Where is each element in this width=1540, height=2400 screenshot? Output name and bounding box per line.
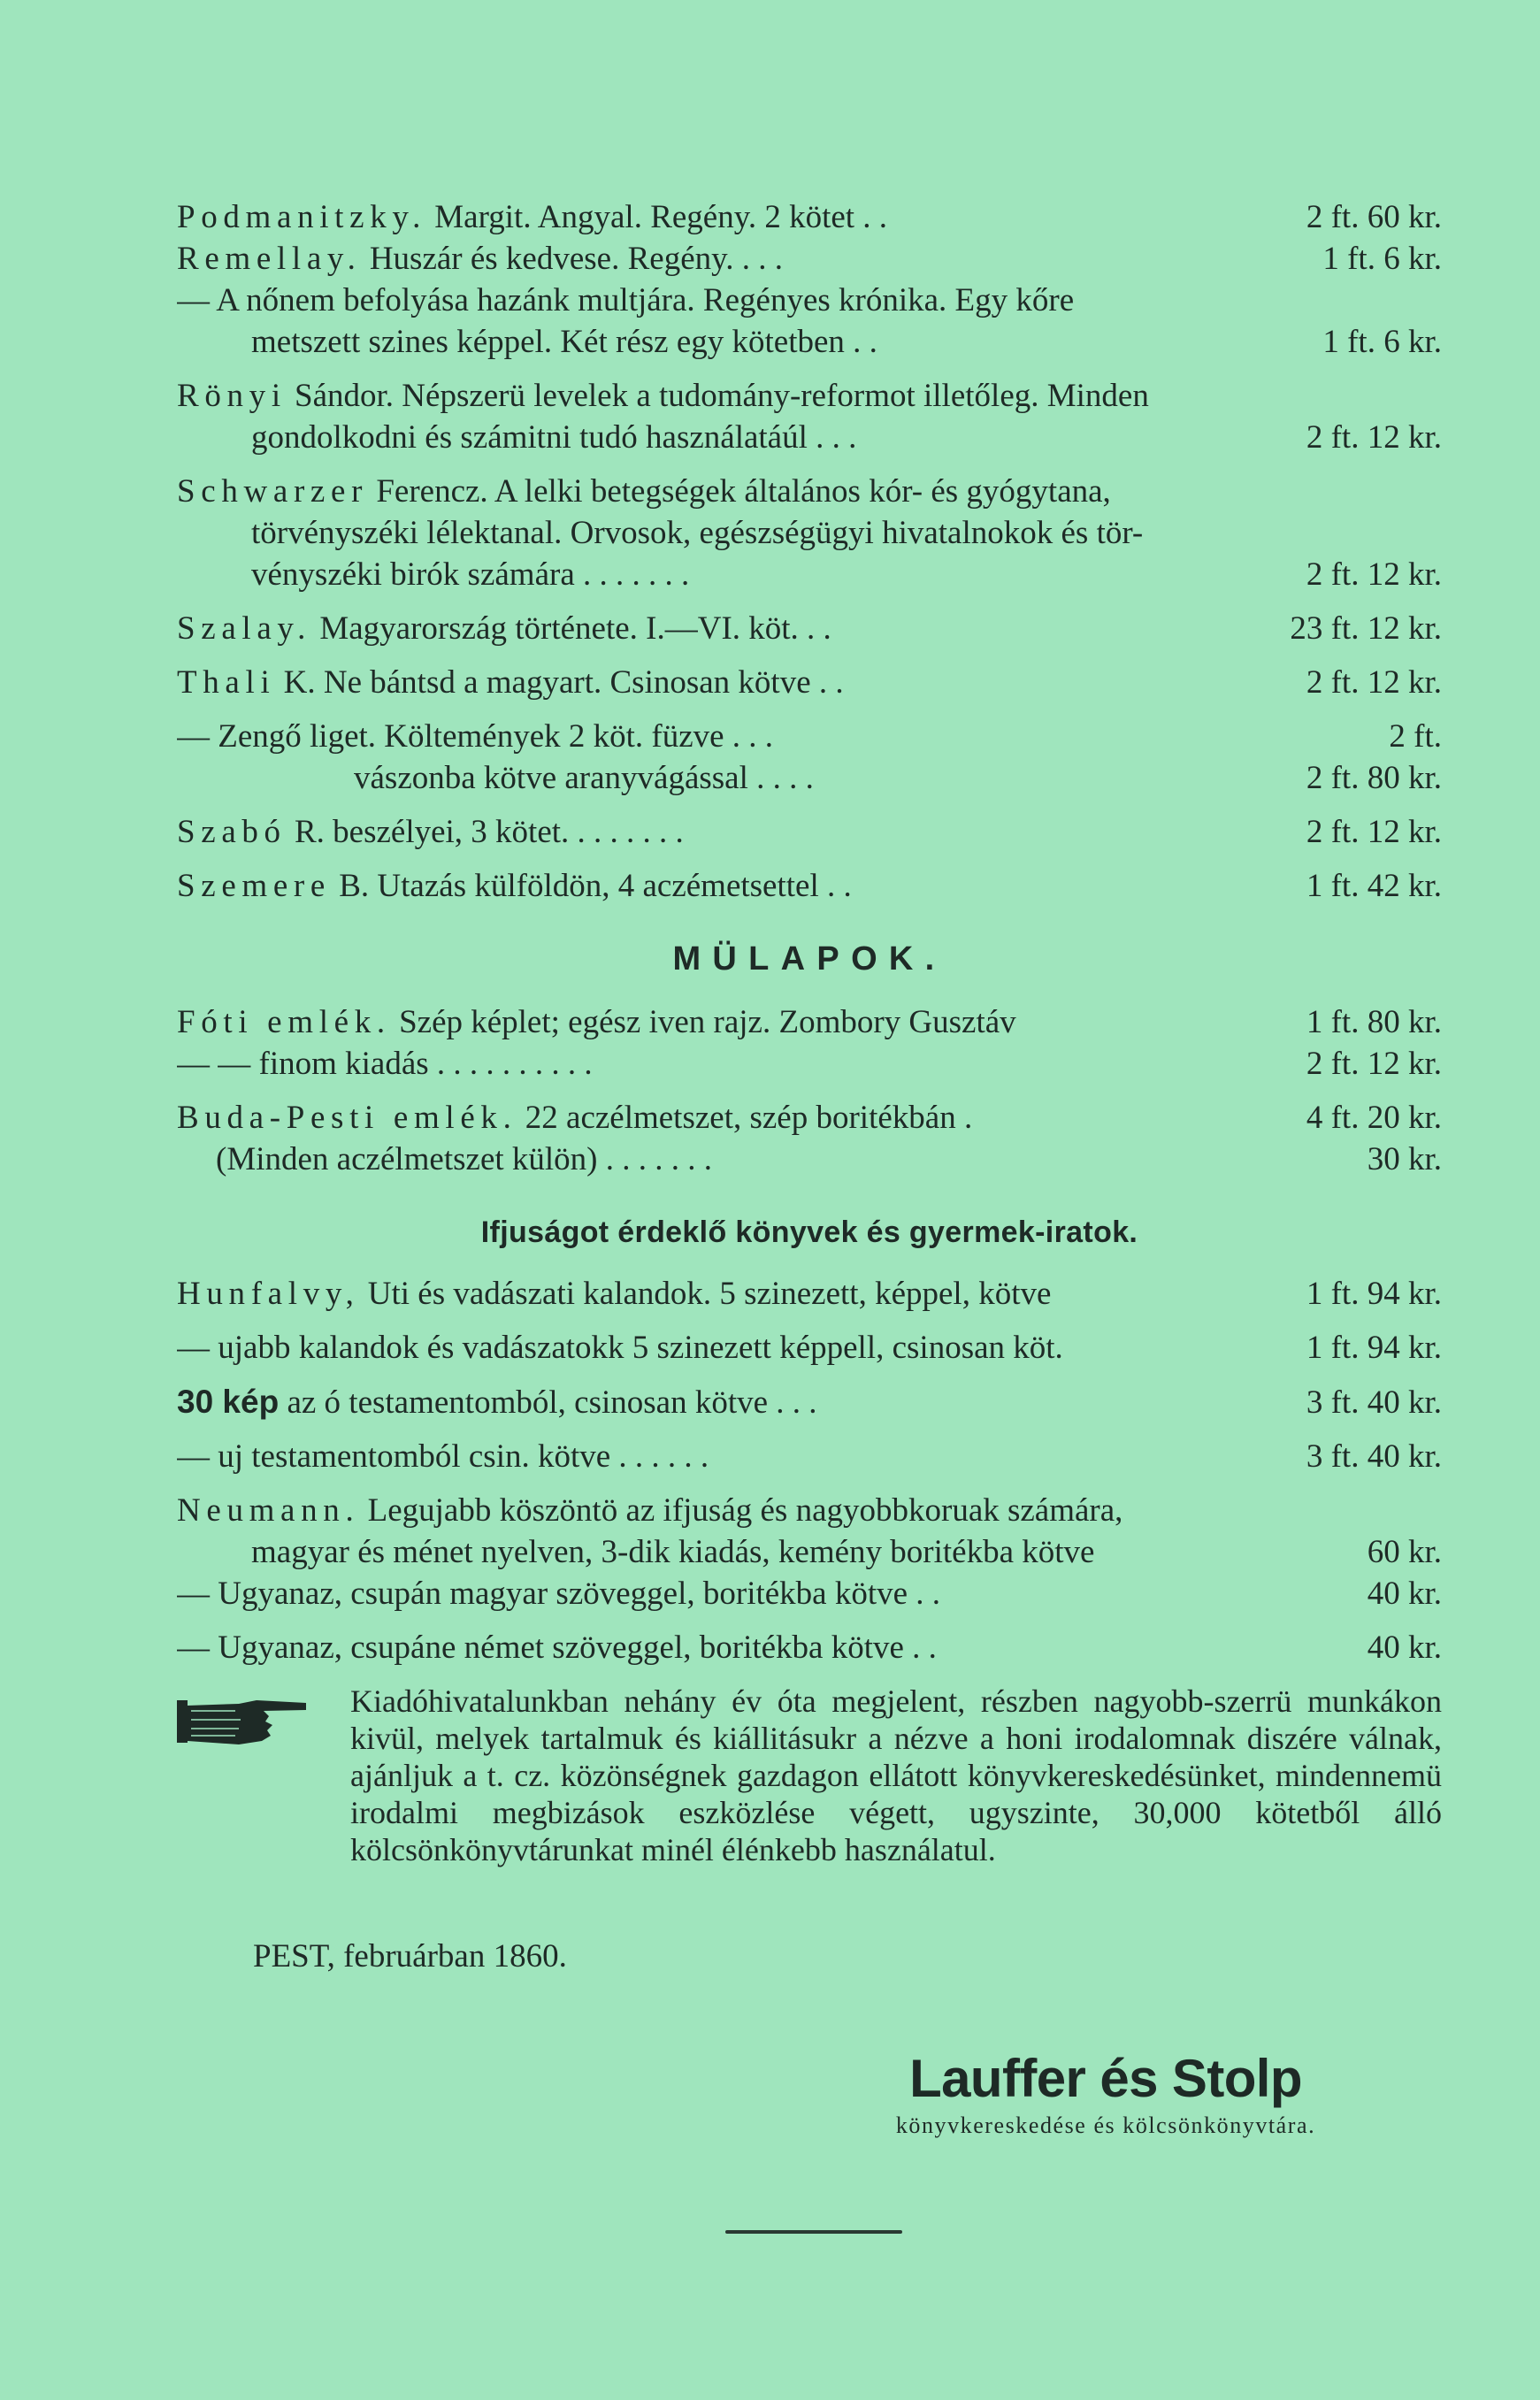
catalog-entry bbox=[177, 865, 1442, 907]
catalog-entry bbox=[177, 757, 1442, 799]
entry-price: 40 kr. bbox=[1367, 1629, 1442, 1666]
catalog-entry bbox=[177, 280, 1442, 321]
entry-author: Hunfalvy, bbox=[177, 1276, 360, 1312]
catalog-entry-continuation bbox=[177, 417, 1442, 458]
entry-dash: — bbox=[177, 1438, 210, 1475]
section-heading-mulapok: MÜLAPOK. bbox=[672, 940, 946, 978]
entry-price: 40 kr. bbox=[1367, 1576, 1442, 1612]
entry-title: vászonba kötve aranyvágással . . . . bbox=[354, 760, 814, 796]
entry-title: törvényszéki lélektanal. Orvosok, egészségügyi hivatalnokok és tör- bbox=[251, 515, 1144, 551]
entry-title: Ugyanaz, csupáne német szöveggel, boritékba kötve . . bbox=[218, 1629, 937, 1666]
entry-price: 23 ft. 12 kr. bbox=[1290, 610, 1442, 647]
catalog-entry bbox=[177, 1490, 1442, 1531]
catalog-entry bbox=[177, 1273, 1442, 1315]
publisher-notice bbox=[177, 1683, 1442, 1868]
entry-dash: — bbox=[177, 718, 210, 755]
catalog-entry bbox=[177, 608, 1442, 649]
catalog-entry bbox=[177, 1097, 1442, 1139]
entry-price: 30 kr. bbox=[1367, 1141, 1442, 1177]
catalog-entry bbox=[177, 1627, 1442, 1668]
entry-title: R. beszélyei, 3 kötet. . . . . . . . bbox=[294, 814, 684, 850]
entry-title: Margit. Angyal. Regény. 2 kötet . . bbox=[434, 199, 888, 235]
entry-title: finom kiadás . . . . . . . . . . bbox=[258, 1046, 593, 1082]
entry-title: ujabb kalandok és vadászatokk 5 szinezett képpell, csinosan köt. bbox=[218, 1330, 1063, 1366]
entry-title: metszett szines képpel. Két rész egy kötetben . . bbox=[251, 324, 877, 360]
entry-author: Fóti emlék. bbox=[177, 1004, 391, 1040]
pointing-hand-icon bbox=[177, 1695, 310, 1748]
entry-title: gondolkodni és számitni tudó használatáúl . . . bbox=[251, 419, 857, 456]
catalog-entry bbox=[177, 196, 1442, 238]
entry-title: Legujabb köszöntö az ifjuság és nagyobbkoruak számára, bbox=[367, 1492, 1123, 1529]
catalog-section-books bbox=[177, 196, 1442, 1668]
entry-title: K. Ne bántsd a magyart. Csinosan kötve . . bbox=[283, 664, 844, 701]
catalog-entry-continuation bbox=[177, 512, 1442, 554]
entry-dash: — — bbox=[177, 1046, 251, 1082]
entry-price: 2 ft. 12 kr. bbox=[1306, 419, 1442, 456]
catalog-entry-continuation bbox=[177, 1531, 1442, 1573]
entry-author: Podmanitzky. bbox=[177, 199, 427, 235]
catalog-entry bbox=[177, 811, 1442, 853]
entry-price: 1 ft. 94 kr. bbox=[1306, 1330, 1442, 1366]
entry-title: az ó testamentomból, csinosan kötve . . . bbox=[287, 1384, 817, 1421]
entry-price: 3 ft. 40 kr. bbox=[1306, 1384, 1442, 1421]
catalog-entry bbox=[177, 1001, 1442, 1043]
entry-author: Szalay. bbox=[177, 610, 312, 647]
entry-title: B. Utazás külföldön, 4 aczémetsettel . . bbox=[339, 868, 852, 904]
entry-price: 1 ft. 94 kr. bbox=[1306, 1276, 1442, 1312]
entry-author: 30 kép bbox=[177, 1384, 280, 1420]
catalog-entry bbox=[177, 238, 1442, 280]
catalog-entry bbox=[177, 1327, 1442, 1369]
entry-price: 3 ft. 40 kr. bbox=[1306, 1438, 1442, 1475]
entry-price: 1 ft. 42 kr. bbox=[1306, 868, 1442, 904]
entry-author: Szemere bbox=[177, 868, 331, 904]
entry-price: 2 ft. 12 kr. bbox=[1306, 1046, 1442, 1082]
entry-title: magyar és ménet nyelven, 3-dik kiadás, kemény boritékba kötve bbox=[251, 1534, 1095, 1570]
entry-price: 60 kr. bbox=[1367, 1534, 1442, 1570]
entry-dash: — bbox=[177, 1330, 210, 1366]
entry-title: Sándor. Népszerü levelek a tudomány-reformot illetőleg. Minden bbox=[295, 378, 1149, 414]
catalog-entry bbox=[177, 375, 1442, 417]
entry-title: A nőnem befolyása hazánk multjára. Regényes krónika. Egy kőre bbox=[216, 282, 1075, 318]
firm-subtitle: könyvkereskedése és kölcsönkönyvtára. bbox=[895, 2112, 1316, 2138]
entry-title: (Minden aczélmetszet külön) . . . . . . . bbox=[216, 1141, 712, 1177]
catalog-entry-continuation bbox=[177, 554, 1442, 595]
entry-price: 1 ft. 6 kr. bbox=[1322, 324, 1442, 360]
firm-name: Lauffer és Stolp bbox=[909, 2049, 1302, 2108]
entry-title: Zengő liget. Költemények 2 köt. füzve . . . bbox=[218, 718, 774, 755]
section-heading-youth: Ifjuságot érdeklő könyvek és gyermek-iratok. bbox=[480, 1215, 1138, 1249]
catalog-entry-continuation bbox=[177, 321, 1442, 363]
entry-author: Thali bbox=[177, 664, 276, 701]
entry-author: Neumann. bbox=[177, 1492, 360, 1529]
catalog-entry bbox=[177, 471, 1442, 512]
entry-price: 4 ft. 20 kr. bbox=[1306, 1100, 1442, 1136]
catalog-entry bbox=[177, 662, 1442, 703]
entry-price: 1 ft. 80 kr. bbox=[1306, 1004, 1442, 1040]
entry-price: 2 ft. 12 kr. bbox=[1306, 664, 1442, 701]
entry-author: Buda-Pesti emlék. bbox=[177, 1100, 517, 1136]
entry-price: 2 ft. 12 kr. bbox=[1306, 556, 1442, 593]
closing-rule bbox=[725, 2230, 902, 2234]
entry-dash: — bbox=[177, 1629, 210, 1666]
entry-author: Szabó bbox=[177, 814, 287, 850]
catalog-entry bbox=[177, 716, 1442, 757]
entry-author: Remellay. bbox=[177, 241, 362, 277]
catalog-entry bbox=[177, 1436, 1442, 1477]
entry-dash: — bbox=[177, 282, 210, 318]
catalog-entry bbox=[177, 1043, 1442, 1085]
entry-author: Rönyi bbox=[177, 378, 287, 414]
entry-title: 22 aczélmetszet, szép boritékbán . bbox=[525, 1100, 973, 1136]
dateline: PEST, februárban 1860. bbox=[253, 1938, 567, 1974]
entry-title: vényszéki birók számára . . . . . . . bbox=[251, 556, 690, 593]
publisher-signature bbox=[796, 2048, 1415, 2139]
entry-price: 1 ft. 6 kr. bbox=[1322, 241, 1442, 277]
entry-dash: — bbox=[177, 1576, 210, 1612]
entry-title: Huszár és kedvese. Regény. . . . bbox=[369, 241, 783, 277]
entry-title: Ugyanaz, csupán magyar szöveggel, boritékba kötve . . bbox=[218, 1576, 941, 1612]
entry-title: Szép képlet; egész iven rajz. Zombory Gusztáv bbox=[399, 1004, 1016, 1040]
entry-price: 2 ft. 80 kr. bbox=[1306, 760, 1442, 796]
entry-price: 2 ft. 60 kr. bbox=[1306, 199, 1442, 235]
notice-text: Kiadóhivatalunkban nehány év óta megjelent, részben nagyobb-szerrü munkákon kivül, melyek tartalmuk és kiállitásukr a nézve a honi irodalomnak diszére válnak, ajánljuk a t. cz. közönségnek gazdagon ellátott könyvkereskedésünket, mindennemü irodalmi megbizások eszközlése végett, ugyszinte, 30,000 kötetből álló kölcsönkönyvtárunkat minél élénkebb használatul. bbox=[350, 1683, 1442, 1867]
catalog-entry bbox=[177, 1573, 1442, 1614]
entry-title: uj testamentomból csin. kötve . . . . . . bbox=[218, 1438, 709, 1475]
catalog-entry bbox=[177, 1139, 1442, 1180]
entry-title: Magyarország története. I.—VI. köt. . . bbox=[319, 610, 831, 647]
entry-price: 2 ft. bbox=[1389, 718, 1442, 755]
entry-author: Schwarzer bbox=[177, 473, 369, 510]
entry-price: 2 ft. 12 kr. bbox=[1306, 814, 1442, 850]
entry-title: Ferencz. A lelki betegségek általános kór- és gyógytana, bbox=[376, 473, 1111, 510]
entry-title: Uti és vadászati kalandok. 5 szinezett, képpel, kötve bbox=[367, 1276, 1052, 1312]
catalog-entry bbox=[177, 1381, 1442, 1423]
